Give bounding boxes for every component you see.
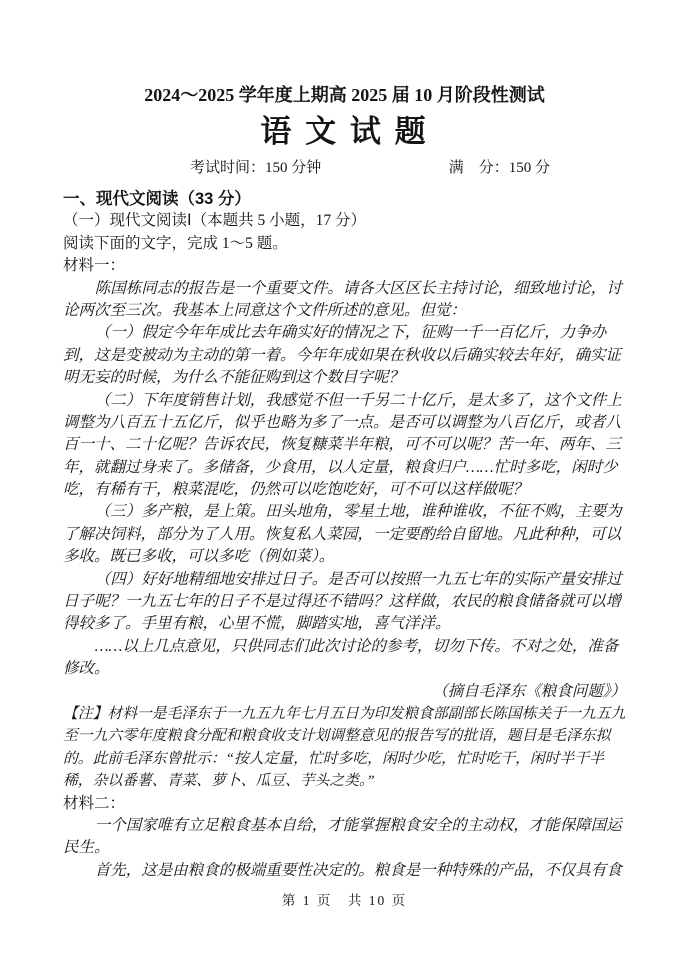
text-line: 到，这是变被动为主动的第一着。今年年成如果在秋收以后确实较去年好，确实证 [63, 346, 622, 364]
text-line: 一、现代文阅读（33 分） [63, 190, 251, 208]
text-line: 材料一： [63, 257, 126, 275]
exam-time-label: 考试时间：150 分钟 [190, 160, 322, 176]
text-line: 材料二： [63, 794, 126, 812]
text-line: 陈国栋同志的报告是一个重要文件。请各大区区长主持讨论，细致地讨论，讨 [94, 279, 622, 297]
text-line: （四）好好地精细地安排过日子。是否可以按照一九五七年的实际产量安排过 [94, 570, 622, 588]
text-line: 【注】材料一是毛泽东于一九五九年七月五日为印发粮食部副部长陈国栋关于一九五九 [63, 705, 626, 722]
text-line: 稀，杂以番薯、青菜、萝卜、瓜豆、芋头之类。” [63, 773, 375, 790]
text-line: （一）现代文阅读Ⅰ（本题共 5 小题，17 分） [63, 212, 366, 230]
exam-title: 语 文 试 题 [260, 114, 429, 149]
text-line: 阅读下面的文字，完成 1～5 题。 [63, 234, 288, 252]
text-line: 吃，有稀有干，粮菜混吃，仍然可以吃饱吃好，可不可以这样做呢？ [63, 481, 529, 499]
text-line: 首先，这是由粮食的极端重要性决定的。粮食是一种特殊的产品，不仅具有食 [94, 861, 622, 879]
text-line: 的。此前毛泽东曾批示：“按人定量，忙时多吃，闲时少吃，忙时吃干，闲时半干半 [63, 750, 604, 767]
text-line: 百一十、二十亿呢？告诉农民，恢复糠菜半年粮，可不可以呢？苦一年、两年、三 [63, 436, 622, 454]
text-line: ……以上几点意见，只供同志们此次讨论的参考，切勿下传。不对之处，准备 [94, 637, 619, 655]
text-line: （二）下年度销售计划，我感觉不但一千另二十亿斤，是太多了，这个文件上 [94, 391, 622, 409]
text-line: 得较多了。手里有粮，心里不慌，脚踏实地，喜气洋洋。 [63, 615, 451, 633]
text-line: 民生。 [63, 839, 110, 857]
full-score-label: 满 分：150 分 [448, 160, 550, 176]
text-line: 多收。既已多收，可以多吃（例如菜）。 [63, 548, 335, 566]
text-line: 年，就翻过身来了。多储备，少食用，以人定量，粮食归户……忙时多吃，闲时少 [63, 458, 618, 476]
text-line: （摘自毛泽东《粮食问题》） [432, 682, 626, 700]
text-line: 论两次至三次。我基本上同意这个文件所述的意见。但觉： [63, 301, 467, 319]
text-line: （一）假定今年年成比去年确实好的情况之下，征购一千一百亿斤，力争办 [94, 324, 607, 342]
text-line: 明无妄的时候，为什么不能征购到这个数目字呢？ [63, 369, 405, 387]
text-line: 至一九六零年度粮食分配和粮食收支计划调整意见的报告写的批语，题目是毛泽东拟 [63, 728, 611, 745]
text-line: 一个国家唯有立足粮食基本自给，才能掌握粮食安全的主动权，才能保障国运 [94, 816, 622, 834]
school-year-subtitle: 2024～2025 学年度上期高 2025 届 10 月阶段性测试 [144, 85, 545, 105]
page-number-footer: 第 1 页 共 10 页 [281, 893, 408, 909]
text-line: 修改。 [63, 660, 110, 678]
text-line: 了解决饲料，部分为了人用。恢复私人菜园，一定要酌给自留地。凡此种种，可以 [63, 525, 622, 543]
text-line: 日子呢？一九五七年的日子不是过得还不错吗？这样做，农民的粮食储备就可以增 [63, 593, 622, 611]
document-body [63, 188, 626, 882]
text-line: 调整为八百五十五亿斤，似乎也略为多了一点。是否可以调整为八百亿斤，或者八 [63, 413, 622, 431]
exam-meta-row [63, 158, 626, 178]
text-line: （三）多产粮，是上策。田头地角，零星土地，谁种谁收，不征不购，主要为 [94, 503, 622, 521]
